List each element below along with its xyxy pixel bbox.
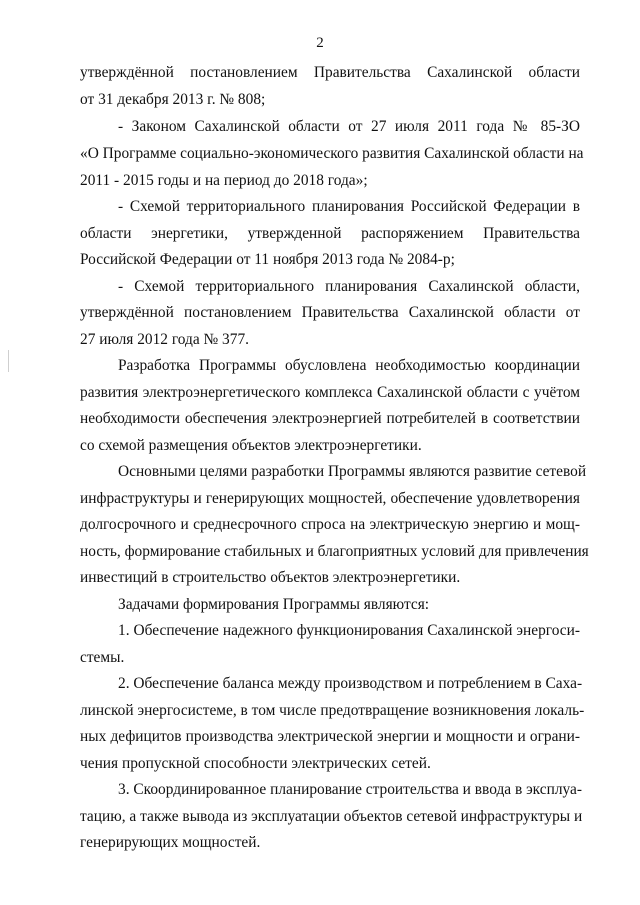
text-line: стемы. xyxy=(80,649,125,666)
text-line: генерирующих мощностей. xyxy=(80,834,261,851)
text-line: Задачами формирования Программы являются: xyxy=(118,596,430,613)
text-line: 2011 - 2015 годы и на период до 2018 года»; xyxy=(80,172,368,189)
text-line: утверждённой постановлением Правительства Сахалинской области xyxy=(80,64,580,81)
text-line: Основными целями разработки Программы являются развитие сетевой xyxy=(118,463,587,480)
text-line: 1. Обеспечение надежного функционирования Сахалинской энергоси- xyxy=(118,622,580,639)
text-line: 2. Обеспечение баланса между производством и потреблением в Саха- xyxy=(118,675,583,692)
margin-mark xyxy=(8,350,9,372)
text-line: - Законом Сахалинской области от 27 июля 2011 года № 85-ЗО xyxy=(118,118,580,135)
text-line: ность, формирование стабильных и благоприятных условий для привлечения xyxy=(80,543,589,560)
text-line: ных дефицитов производства электрической энергии и мощности и ограни- xyxy=(80,728,580,745)
text-line: тацию, а также вывода из эксплуатации объектов сетевой инфраструктуры и xyxy=(80,808,583,825)
text-line: утверждённой постановлением Правительства Сахалинской области от xyxy=(80,304,580,321)
text-line: со схемой размещения объектов электроэнергетики. xyxy=(80,437,422,454)
text-line: - Схемой территориального планирования Сахалинской области, xyxy=(118,278,580,295)
text-line: 27 июля 2012 года № 377. xyxy=(80,331,249,348)
text-line: инвестиций в строительство объектов электроэнергетики. xyxy=(80,569,461,586)
text-line: развития электроэнергетического комплекса Сахалинской области с учётом xyxy=(80,384,580,401)
text-line: инфраструктуры и генерирующих мощностей, обеспечение удовлетворения xyxy=(80,490,580,507)
text-line: области энергетики, утвержденной распоряжением Правительства xyxy=(80,225,580,242)
page-number: 2 xyxy=(316,35,324,51)
text-line: - Схемой территориального планирования Российской Федерации в xyxy=(118,198,580,215)
text-line: «О Программе социально-экономического развития Сахалинской области на xyxy=(80,145,584,162)
text-line: необходимости обеспечения электроэнергией потребителей в соответствии xyxy=(80,410,580,427)
text-line: долгосрочного и среднесрочного спроса на электрическую энергию и мощ- xyxy=(80,516,580,533)
text-line: Разработка Программы обусловлена необходимостью координации xyxy=(118,357,580,374)
text-line: Российской Федерации от 11 ноября 2013 года № 2084-р; xyxy=(80,251,455,268)
text-line: 3. Скоординированное планирование строительства и ввода в эксплуа- xyxy=(118,781,582,798)
text-line: линской энергосистеме, в том числе предотвращение возникновения локаль- xyxy=(80,702,585,719)
text-line: чения пропускной способности электрических сетей. xyxy=(80,755,431,772)
text-line: от 31 декабря 2013 г. № 808; xyxy=(80,91,266,108)
